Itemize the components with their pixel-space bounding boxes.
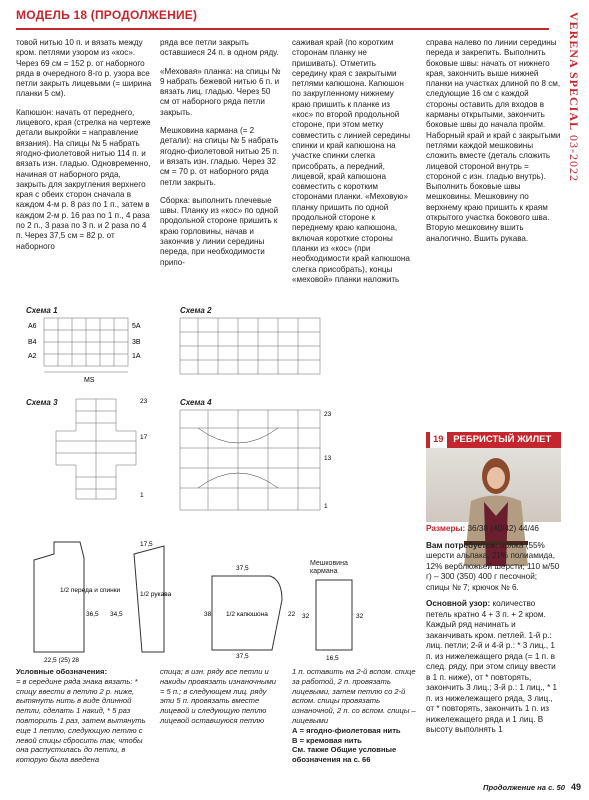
legend-text: = в середине ряда знака вязать: * спицу ввести в петлю 2 р. ниже, вытянуть нить в виде длинной петли, сделать 1 накид, * 5 раз повторить 1 раз, затем вытянуть еще 1 петлю, следующую петлю с левой спицы сбросить так, чтобы она распустилась до петли, в которую была введена [16,676,146,765]
legend-column-2 [160,667,282,726]
paragraph: «Меховая» планка: на спицы № 9 набрать бежевой нитью 6 п. и вязать лиц. гладью. Через 50 см от наборного ряда петли закрыть. [160,66,281,117]
chart-row-label: A6 [28,323,37,330]
sizes-value: 36/38 (40/42) 44/46 [467,524,539,533]
dimension-label: 17,5 [140,541,153,548]
legend-column-1 [16,667,154,765]
chart-row-label: 13 [324,455,332,462]
model-title: РЕБРИСТЫЙ ЖИЛЕТ [453,434,552,445]
dimension-label: 38 [204,611,212,618]
legend-yarn-b: В = кремовая нить [292,735,362,745]
brand-issue: 03-2022 [567,135,581,183]
dimension-label: 32 [356,613,364,620]
dimension-label: 32 [302,613,310,620]
model-19-instructions [426,524,561,742]
chart-row-label: 23 [324,411,332,418]
chart-label: Схема 1 [26,306,58,315]
chart-row-label: A2 [28,353,37,360]
paragraph: Сборка: выполнить плечевые швы. Планку из «кос» по одной продольной стороне пришить к краю горловины, начав и закончив у линии середины переда, при необходимости припо- [160,195,279,267]
main-pattern-text: количество петель кратно 4 + 3 п. + 2 кром. Каждый ряд начинать и заканчивать кром. петлей. 1-й р.: лиц. петли; 2-й и 4-й р.: * 3 лиц., 1 п. из нижележащего ряда (= 1 п. в след. ряду, при этом спицу ввести в 1 п. ниже), от * повторять, закончить 3 лиц.; 3-й р.: 1 лиц., * 1 п. из нижележащего ряда, 3 лиц., от * повторять, закончить 1 п. из нижележащего ряда и 1 лиц. В высоту выполнять 1 [426,599,558,734]
chart-row-label: B4 [28,339,37,346]
paragraph: Мешковина кармана (= 2 детали): на спицы № 5 набрать ягодно-фиолетовой нитью 25 п. и вязать изн. гладью. Через 32 см = 70 р. от наборного ряда петли закрыть. [160,126,280,187]
piece-label: 1/2 рукава [140,591,172,598]
pocket-label: Мешковина кармана [310,560,348,575]
piece-label: 1/2 капюшона [226,611,268,618]
knitting-chart-1 [28,316,148,386]
dimension-label: 36,5 [86,611,99,618]
piece-label: 1/2 переда и спинки [60,587,121,594]
schematic-front-sleeve [24,536,194,664]
legend-title: Условные обозначения: [16,667,108,676]
model-number: 19 [430,432,447,448]
text-column-1 [16,38,152,260]
legend-note: См. также Общие условные обозначения на с. 66 [292,745,397,765]
knitting-chart-2 [178,316,348,386]
page-title: МОДЕЛЬ 18 (ПРОДОЛЖЕНИЕ) [16,8,198,22]
page-header [16,6,549,30]
main-pattern-label: Основной узор: [426,599,491,608]
text-column-4 [426,38,561,252]
page-number: 49 [570,782,581,792]
knitting-chart-4 [178,408,348,516]
dimension-label: 22 [288,611,296,618]
chart-row-label: 17 [140,434,148,441]
chart-row-label: 1 [140,492,144,499]
chart-row-label: 23 [140,398,148,405]
text-column-2 [160,38,282,276]
chart-label: Схема 3 [26,398,58,407]
schematic-pocket [300,576,380,666]
chart-row-label: 1A [132,353,141,360]
dimension-label: 16,5 [326,655,339,662]
paragraph: товой нитью 10 п. и вязать между кром. петлями узором из «кос». Через 69 см = 152 р. от наборного ряда в очередного 8-го р. узора все петли закрыть лицевыми (= ширина планки 5 см). [16,38,152,99]
paragraph: Капюшон: начать от переднего, лицевого, края (стрелка на чертеже детали выкройки = направление вязания). На спицы № 5 набрать ягодно-фиолетовой нитью 114 п. и вязать изн. гладью. Одновременно, начиная от наборного ряда, закрыть для закругления верхнего края с обеих сторон сначала в каждом 4-м р. 8 раз по 1 п., затем в каждом 2-м р. 16 раз по 1 п., 4 раза по 2 п., 3 раза по 3 п. и 2 раза по 4 п. Через 37,5 см = 82 р. от наборного [16,107,151,251]
dimension-label: 22,5 (25) 28 [44,657,80,664]
materials-label: Вам потребуется: [426,540,498,550]
legend-yarn-a: А = ягодно-фиолетовая нить [292,725,401,735]
model-tag [426,432,561,448]
dimension-label: 37,5 [236,653,249,660]
sizes-label: Размеры: [426,524,466,533]
knitting-chart-3 [36,395,156,513]
paragraph: ряда все петли закрыть оставшиеся 24 п. в одном ряду. [160,38,279,58]
dimension-label: 37,5 [236,565,249,572]
chart-row-label: 5A [132,323,141,330]
brand-name: VERENA SPECIAL [567,12,581,132]
continue-note: Продолжение на с. 50 [483,783,565,792]
chart-row-label: 3B [132,339,141,346]
text-column-3 [292,38,412,293]
chart-label: Схема 4 [180,398,212,407]
brand-vertical [566,12,581,182]
legend-text: 1 п. оставить на 2-й вспом. спице за работой, 2 п. провязать лицевыми, затем петлю со 2-й вспом. спицы провязать изнаночной, 2 п. со вспом. спицы – лицевыми [292,667,416,725]
paragraph: саживая край (по коротким сторонам планку не пришивать). Отметить середину края с закрытыми петлями капюшона. Капюшон по закругленному нижнему краю пришить к планке из «кос» по второй продольной стороне, при этом метку совместить с линией середины спинки и край капюшона на участке спинки слегка присобрать, а передний, лицевой, край капюшона совместить с коротким сторонами планки. «Меховую» планку пришить по одной продольной стороне к переднему краю капюшона, включая короткие стороны планки из «кос» (при необходимости край капюшона слегка присобрать), концы «меховой» планки наложить [292,38,411,284]
paragraph: справа налево по линии середины переда и закрепить. Выполнить боковые швы: начать от нижнего края, закончить выше нижней планки на участках длиной по 8 см, следующие 16 см с каждой стороны оставить для входов в карманы открытыми, закончить боковые швы до начала пройм. Наборный край и край с закрытыми петлями каждой мешковины сложить вместе (деталь сложить лицевой стороной внутрь = стороной с изн. гладью внутрь). Выполнить боковые швы мешковины. Мешковину по верхнему краю пришить к краям открытого участка бокового шва. Вторую мешковину вшить аналогично. Вшить рукава. [426,38,561,243]
chart-ms-label: MS [84,377,95,384]
legend-column-3 [292,667,416,765]
chart-label: Схема 2 [180,306,212,315]
chart-row-label: 1 [324,503,328,510]
legend-text: спица; в изн. ряду все петли и накиды провязать изнаночными = 5 п.; в следующем лиц. ряду эти 5 п. провязать вместе лицевой и следующую петлю лицевой оставшуюся петлю [160,667,277,725]
materials-text: пряжа (55% шерсти альпака, 21% полиамида, 12% верблюжьей шерсти; 110 м/50 г) – 300 (350) 400 г песочной; спицы № 7; крючок № 6. [426,540,560,592]
dimension-label: 34,5 [110,611,123,618]
